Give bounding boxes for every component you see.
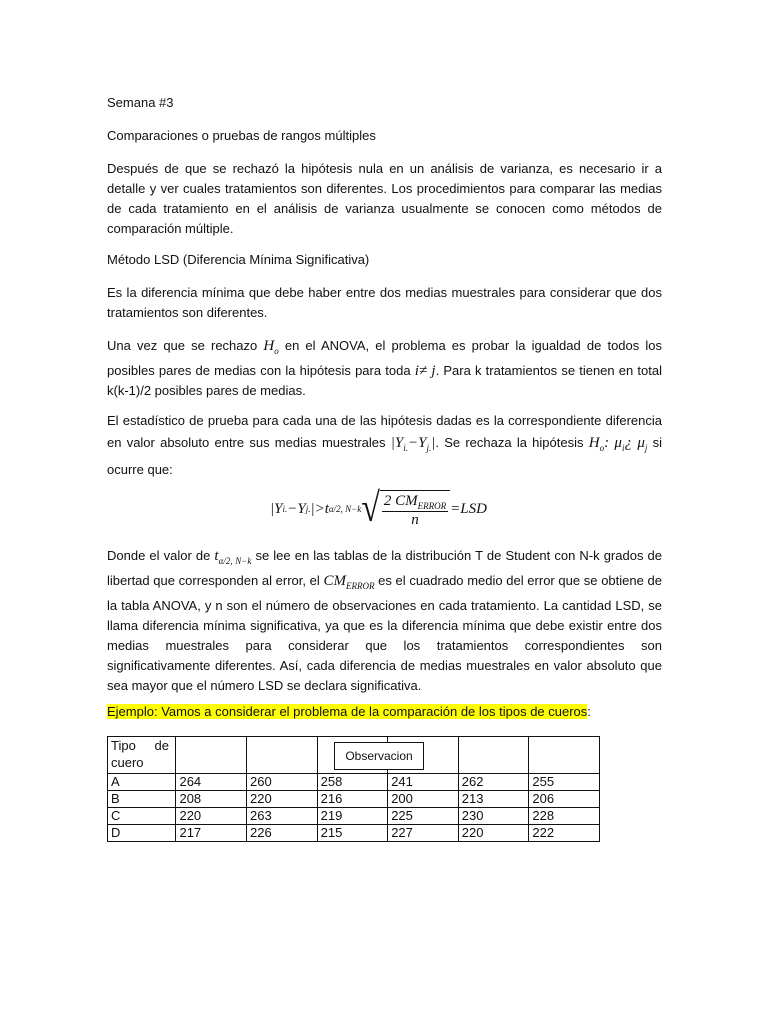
definition-paragraph: Es la diferencia mínima que debe haber entre dos medias muestrales para considerar que dos tratamientos son diferentes. xyxy=(107,285,662,320)
table-row: A 264 260 258 241 262 255 xyxy=(108,774,600,791)
header-cell-type: Tipo de cuero xyxy=(108,737,176,774)
table-row: C 220 263 219 225 230 228 xyxy=(108,808,600,825)
explanation-paragraph xyxy=(107,546,662,696)
math-i-ne-j: i≠ j xyxy=(414,363,436,379)
section-title: Comparaciones o pruebas de rangos múltiples xyxy=(107,128,376,143)
square-root: √ $\frac{2 CM_{ERROR}}{n}$ xyxy=(361,490,450,529)
statistic-paragraph xyxy=(107,410,662,481)
header-cell xyxy=(176,737,247,774)
example-heading: Ejemplo: Vamos a considerar el problema de la comparación de los tipos de cueros: xyxy=(107,704,591,719)
table-row: D 217 226 215 227 220 222 xyxy=(108,825,600,842)
header-cell xyxy=(529,737,600,774)
math-abs-diff: $|Y_{i.}-Y_{j.}|$ xyxy=(390,435,436,453)
text-fragment: . Se rechaza la hipótesis xyxy=(435,435,589,450)
math-hypothesis: $H_o$: $\mu_i¿$ $\mu_j$ xyxy=(588,435,648,453)
hypothesis-paragraph xyxy=(107,336,662,401)
intro-paragraph: Después de que se rechazó la hipótesis nula en un análisis de varianza, es necesario ir a detalle y ver cuales tratamientos son diferentes. Los procedimientos para comparar las medias de cada tratamiento en el análisis de varianza usualmente se conocen como métodos de comparación múltiple. xyxy=(107,161,662,236)
text-fragment: es el cuadrado medio del error que se obtiene de la tabla ANOVA, y n son el número de observaciones en cada tratamiento. La cantidad LSD, se llama diferencia mínima significativa, ya que es la diferencia mínima que debe existir entre dos medias muestrales para considerar que los tratamientos correspondientes son significativamente diferentes. Así, cada diferencia de medias muestrales en valor absoluto que sea mayor que el número LSD se declara significativa. xyxy=(107,573,662,693)
text-fragment: El estadístico de prueba para cada una de las hipótesis dadas es la correspondiente diferencia en valor absoluto entre sus medias muestrales xyxy=(107,413,662,450)
text-fragment: Una vez que se rechazo xyxy=(107,338,264,353)
fraction: $\frac{2 CM_{ERROR}}{n}$ xyxy=(383,492,447,528)
text-fragment: se lee en las tablas de la distribución T de Student con N-k grados de libertad que corresponden al error, el xyxy=(107,548,663,588)
observation-label-box: Observacion xyxy=(334,742,424,770)
lsd-formula: |Y i. −Y j. |>t α/2, N−k √ $\frac{2 CM_{ERROR}}{n}$ =LSD xyxy=(270,486,487,531)
text-fragment: si ocurre que: xyxy=(107,435,663,477)
math-t-value: $t_{\alpha/2, N-k}$ xyxy=(214,548,252,566)
text-fragment: en el ANOVA, el problema es probar la igualdad de todos los posibles pares de medias con la hipótesis para toda xyxy=(107,338,663,378)
header-cell xyxy=(458,737,529,774)
week-heading: Semana #3 xyxy=(107,95,174,110)
example-highlight: Ejemplo: Vamos a considerar el problema de la comparación de los tipos de cueros xyxy=(107,704,588,719)
text-fragment: Donde el valor de xyxy=(107,548,215,563)
text-fragment: . Para k tratamientos se tienen en total k(k-1)/2 posibles pares de medias. xyxy=(107,363,662,398)
math-cm-error: $CM_{ERROR}$ xyxy=(323,573,375,591)
header-cell xyxy=(247,737,318,774)
method-title: Método LSD (Diferencia Mínima Significativa) xyxy=(107,252,370,267)
table-row: B 208 220 216 200 213 206 xyxy=(108,791,600,808)
math-h0: $H_o$ xyxy=(263,338,279,356)
